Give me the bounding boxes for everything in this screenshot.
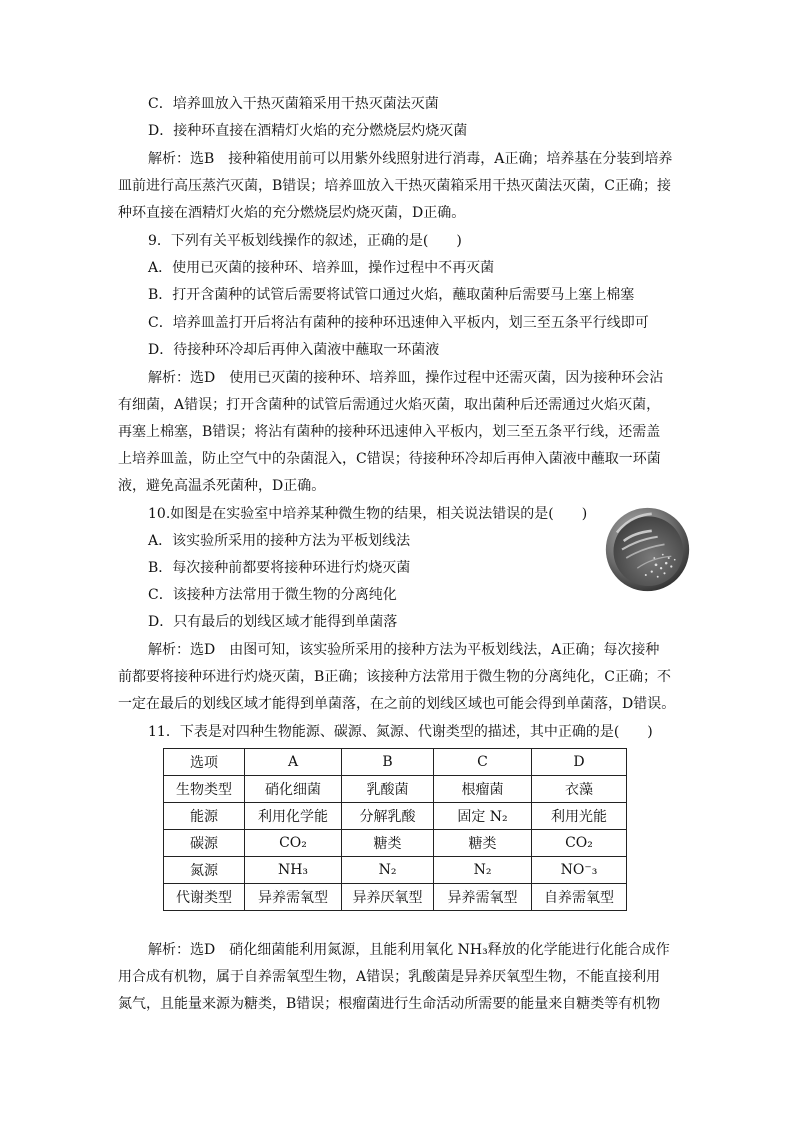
table-cell: B	[342, 749, 434, 776]
table-cell: 利用光能	[532, 803, 627, 830]
prev-analysis-line-2: 皿前进行高压蒸汽灭菌，B错误；培养皿放入干热灭菌箱采用干热灭菌法灭菌，C正确；接	[118, 178, 671, 194]
table-cell: 能源	[164, 803, 245, 830]
table-cell: N₂	[342, 857, 434, 884]
q10-analysis-line-3: 一定在最后的划线区域才能得到单菌落，在之前的划线区域也可能会得到单菌落，D错误。	[118, 696, 676, 712]
q9-option-c: C．培养皿盖打开后将沾有菌种的接种环迅速伸入平板内，划三至五条平行线即可	[148, 315, 649, 331]
table-cell: 衣藻	[532, 776, 627, 803]
table-cell: NH₃	[245, 857, 342, 884]
q10-stem: 10.如图是在实验室中培养某种微生物的结果，相关说法错误的是( )	[148, 506, 588, 522]
table-cell: 糖类	[342, 830, 434, 857]
table-cell: CO₂	[245, 830, 342, 857]
table-cell: 利用化学能	[245, 803, 342, 830]
table-cell: NO⁻₃	[532, 857, 627, 884]
table-cell: 乳酸菌	[342, 776, 434, 803]
prev-option-c: C．培养皿放入干热灭菌箱采用干热灭菌法灭菌	[148, 96, 439, 112]
q11-analysis-line-1: 解析：选D 硝化细菌能利用氮源，且能利用氧化 NH₃释放的化学能进行化能合成作	[148, 942, 670, 958]
table-cell: 异养需氧型	[434, 884, 532, 911]
table-row	[164, 776, 627, 803]
q11-table	[163, 748, 627, 911]
q10-option-a: A．该实验所采用的接种方法为平板划线法	[148, 533, 411, 549]
q11-analysis-line-2: 用合成有机物，属于自养需氧型生物，A错误；乳酸菌是异养厌氧型生物，不能直接利用	[118, 969, 661, 985]
q9-analysis-line-1: 解析：选D 使用已灭菌的接种环、培养皿，操作过程中还需灭菌，因为接种环会沾	[148, 370, 664, 386]
table-cell: 异养需氧型	[245, 884, 342, 911]
prev-option-d: D．接种环直接在酒精灯火焰的充分燃烧层灼烧灭菌	[148, 123, 468, 139]
q9-analysis-line-5: 液，避免高温杀死菌种，D正确。	[118, 478, 326, 494]
table-cell: CO₂	[532, 830, 627, 857]
table-cell: 分解乳酸	[342, 803, 434, 830]
q9-analysis-line-4: 上培养皿盖，防止空气中的杂菌混入，C错误；待接种环冷却后再伸入菌液中蘸取一环菌	[118, 451, 661, 467]
table-cell: 代谢类型	[164, 884, 245, 911]
table-row	[164, 830, 627, 857]
table-cell: C	[434, 749, 532, 776]
table-cell: 选项	[164, 749, 245, 776]
q9-stem: 9．下列有关平板划线操作的叙述，正确的是( )	[148, 233, 462, 249]
prev-analysis-line-1: 解析：选B 接种箱使用前可以用紫外线照射进行消毒，A正确；培养基在分装到培养	[148, 151, 673, 167]
q10-option-c: C．该接种方法常用于微生物的分离纯化	[148, 587, 397, 603]
table-cell: A	[245, 749, 342, 776]
prev-analysis-line-3: 种环直接在酒精灯火焰的充分燃烧层灼烧灭菌，D正确。	[118, 205, 466, 221]
table-cell: 硝化细菌	[245, 776, 342, 803]
table-cell: 氮源	[164, 857, 245, 884]
table-row	[164, 803, 627, 830]
q11-stem: 11．下表是对四种生物能源、碳源、氮源、代谢类型的描述，其中正确的是( )	[148, 724, 653, 740]
table-cell: 碳源	[164, 830, 245, 857]
q10-analysis-line-1: 解析：选D 由图可知，该实验所采用的接种方法为平板划线法，A正确；每次接种	[148, 642, 660, 658]
table-cell: 根瘤菌	[434, 776, 532, 803]
q9-analysis-line-2: 有细菌，A错误；打开含菌种的试管后需通过火焰灭菌，取出菌种后还需通过火焰灭菌，	[118, 397, 661, 413]
q9-option-b: B．打开含菌种的试管后需要将试管口通过火焰，蘸取菌种后需要马上塞上棉塞	[148, 287, 635, 303]
table-cell: 固定 N₂	[434, 803, 532, 830]
petri-dish-image	[605, 507, 690, 592]
q11-analysis-line-3: 氮气，且能量来源为糖类，B错误；根瘤菌进行生命活动所需要的能量来自糖类等有机物	[118, 996, 661, 1012]
table-cell: 异养厌氧型	[342, 884, 434, 911]
table-cell: 自养需氧型	[532, 884, 627, 911]
q9-option-a: A．使用已灭菌的接种环、培养皿，操作过程中不再灭菌	[148, 260, 495, 276]
table-cell: 糖类	[434, 830, 532, 857]
table-row	[164, 749, 627, 776]
q10-option-d: D．只有最后的划线区域才能得到单菌落	[148, 614, 398, 630]
table-cell: N₂	[434, 857, 532, 884]
table-cell: 生物类型	[164, 776, 245, 803]
q9-option-d: D．待接种环冷却后再伸入菌液中蘸取一环菌液	[148, 342, 440, 358]
q10-analysis-line-2: 前都要将接种环进行灼烧灭菌，B正确；该接种方法常用于微生物的分离纯化，C正确；不	[118, 669, 671, 685]
table-row	[164, 884, 627, 911]
table-cell: D	[532, 749, 627, 776]
q10-option-b: B．每次接种前都要将接种环进行灼烧灭菌	[148, 560, 411, 576]
table-row	[164, 857, 627, 884]
q9-analysis-line-3: 再塞上棉塞，B错误；将沾有菌种的接种环迅速伸入平板内，划三至五条平行线，还需盖	[118, 424, 661, 440]
